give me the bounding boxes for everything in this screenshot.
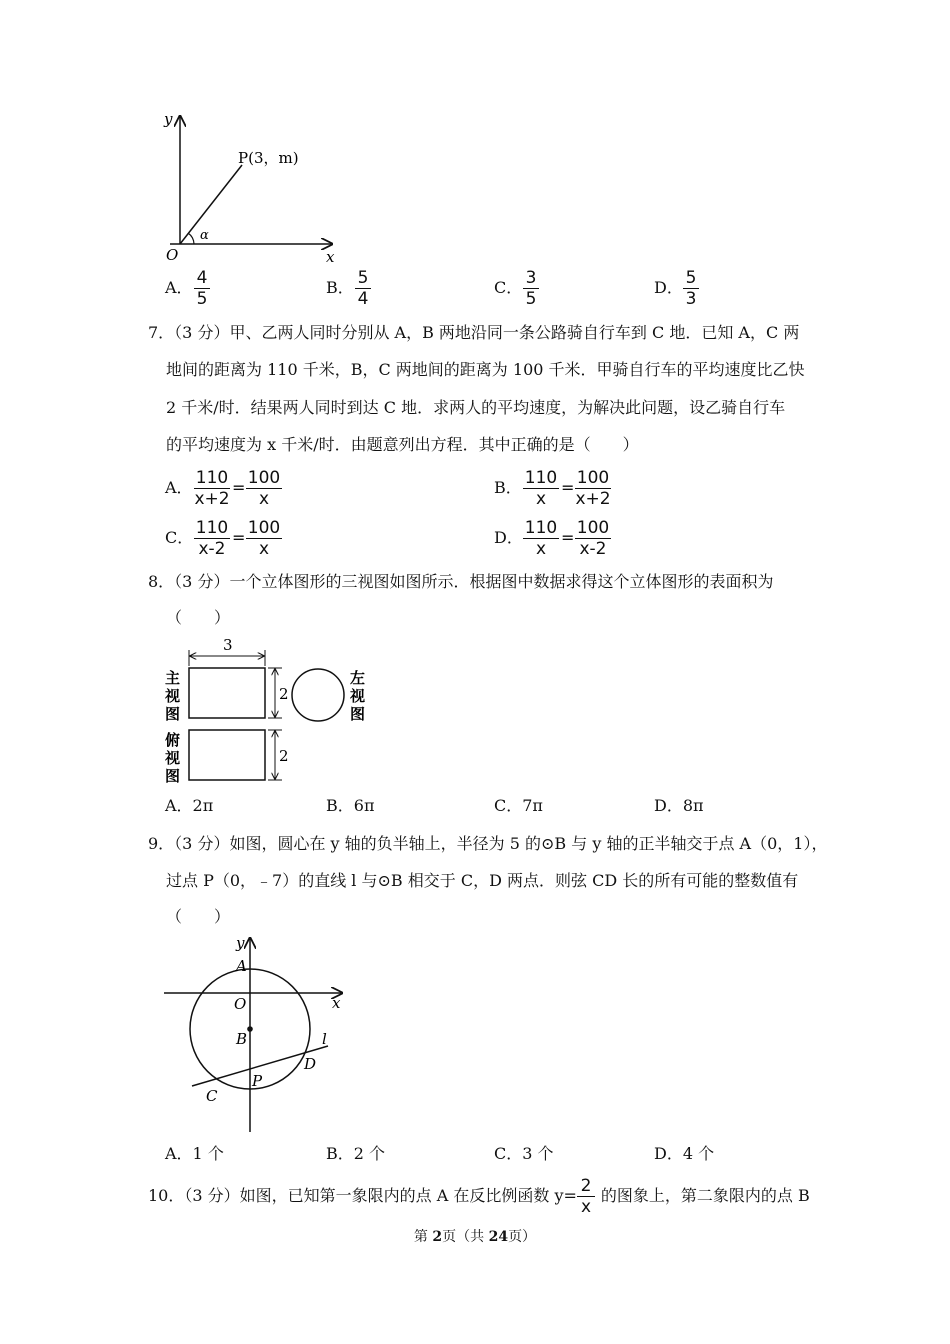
angle-arc	[188, 233, 194, 244]
q7-option-a-right-fraction	[245, 468, 283, 509]
q7-option-c-right-fraction	[245, 518, 283, 559]
numerator: 100	[247, 518, 281, 538]
q6-option-d-fraction	[682, 268, 700, 309]
numerator: 100	[576, 518, 610, 538]
numerator: 2	[580, 1176, 592, 1196]
q8-option-d[interactable]: D．8π	[654, 796, 704, 815]
left-view-circle	[292, 669, 344, 721]
denominator: x	[258, 539, 270, 559]
top-view-rect	[189, 730, 265, 780]
denominator: x	[535, 489, 547, 509]
height-label-1: 2	[279, 685, 289, 703]
q6-option-a[interactable]	[165, 278, 193, 298]
top-view-label-2: 视	[165, 749, 181, 767]
left-view-label-1: 左	[350, 669, 366, 687]
q7-option-a[interactable]	[165, 478, 193, 498]
point-p-label: P	[252, 1072, 263, 1090]
q9-line-1: 9．（3 分）如图，圆心在 y 轴的负半轴上，半径为 5 的⊙B 与 y 轴的正半轴交于点 A（0，1），	[148, 834, 828, 853]
x-axis-label: x	[326, 248, 335, 266]
footer-post: 页）	[508, 1229, 537, 1245]
point-d-label: D	[304, 1055, 317, 1073]
numerator: 5	[357, 268, 369, 288]
q9-circle-figure	[160, 932, 350, 1134]
q8-three-view-figure	[160, 636, 375, 786]
q6-option-a-fraction	[193, 268, 211, 309]
denominator: x	[580, 1197, 592, 1217]
q7-line-3: 2 千米/时．结果两人同时到达 C 地．求两人的平均速度，为解决此问题，设乙骑自行车	[166, 398, 786, 417]
q7-option-d-left-fraction	[522, 518, 560, 559]
q10-text-before: 10．（3 分）如图，已知第一象限内的点 A 在反比例函数 y=	[148, 1186, 577, 1205]
q6-option-c[interactable]	[494, 278, 522, 298]
denominator: 5	[196, 289, 208, 309]
option-label: B．	[494, 478, 522, 497]
denominator: x+2	[194, 489, 230, 509]
top-view-label-3: 图	[165, 767, 181, 785]
q7-option-d[interactable]	[494, 528, 523, 548]
height-label-2: 2	[279, 747, 289, 765]
q9-option-a[interactable]: A．1 个	[165, 1144, 224, 1163]
option-label: C．	[494, 278, 523, 297]
width-label: 3	[223, 636, 233, 654]
center-b-dot	[247, 1026, 253, 1032]
q9-line-3: （ ）	[166, 907, 231, 926]
q10-function-fraction	[576, 1176, 596, 1217]
option-label: A．	[165, 478, 193, 497]
ray-op	[180, 165, 242, 244]
q9-option-d[interactable]: D．4 个	[654, 1144, 715, 1163]
q7-option-b[interactable]	[494, 478, 522, 498]
q6-option-d[interactable]	[654, 278, 683, 298]
q7-line-1: 7．（3 分）甲、乙两人同时分别从 A，B 两地沿同一条公路骑自行车到 C 地．已知 A，C 两	[148, 323, 800, 342]
q8-option-c[interactable]: C．7π	[494, 796, 543, 815]
front-view-label-1: 主	[165, 669, 181, 687]
equals-sign: =	[561, 478, 575, 497]
numerator: 110	[524, 518, 558, 538]
q9-line-2: 过点 P（0，﹣7）的直线 l 与⊙B 相交于 C，D 两点．则弦 CD 长的所有可能的整数值有	[166, 871, 799, 890]
y-axis-label: y	[236, 934, 245, 952]
q6-option-b[interactable]	[326, 278, 354, 298]
q6-option-b-fraction	[354, 268, 372, 309]
numerator: 100	[576, 468, 610, 488]
option-label: B．	[326, 278, 354, 297]
q7-option-b-left-fraction	[522, 468, 560, 509]
q7-line-4: 的平均速度为 x 千米/时．由题意列出方程．其中正确的是（ ）	[166, 435, 639, 454]
front-view-label-3: 图	[165, 705, 181, 723]
point-a-label: A	[236, 957, 247, 975]
q7-option-d-right-fraction	[574, 518, 612, 559]
denominator: 5	[525, 289, 537, 309]
denominator: x	[258, 489, 270, 509]
numerator: 4	[196, 268, 208, 288]
footer-page-number: 2	[432, 1229, 443, 1245]
equals-sign: =	[232, 528, 246, 547]
q7-option-c-left-fraction	[193, 518, 231, 559]
x-axis-label: x	[332, 994, 341, 1012]
option-label: D．	[494, 528, 523, 547]
q8-line-1: 8．（3 分）一个立体图形的三视图如图所示．根据图中数据求得这个立体图形的表面积为	[148, 572, 774, 591]
q7-option-a-left-fraction	[193, 468, 231, 509]
alpha-label: α	[200, 228, 209, 243]
denominator: 3	[685, 289, 697, 309]
q10-text-after: 的图象上，第二象限内的点 B	[600, 1186, 810, 1205]
top-view-label-1: 俯	[165, 731, 181, 749]
numerator: 110	[524, 468, 558, 488]
equals-sign: =	[232, 478, 246, 497]
origin-label: O	[166, 246, 179, 264]
y-axis-label: y	[164, 110, 173, 128]
center-b-label: B	[236, 1030, 248, 1048]
q8-option-a[interactable]: A．2π	[165, 796, 214, 815]
footer-mid: 页（共	[442, 1229, 489, 1245]
denominator: 4	[357, 289, 369, 309]
q9-option-c[interactable]: C．3 个	[494, 1144, 554, 1163]
point-c-label: C	[206, 1087, 218, 1105]
point-p-label: P(3，m)	[238, 149, 299, 167]
front-view-label-2: 视	[165, 687, 181, 705]
q6-angle-figure	[160, 108, 350, 266]
line-l-label: l	[322, 1030, 327, 1048]
option-label: C．	[165, 528, 194, 547]
left-view-label-2: 视	[350, 687, 366, 705]
q8-option-b[interactable]: B．6π	[326, 796, 375, 815]
q6-option-c-fraction	[522, 268, 540, 309]
footer-total-pages: 24	[488, 1229, 509, 1245]
origin-label: O	[234, 995, 247, 1013]
numerator: 3	[525, 268, 537, 288]
footer-pre: 第	[413, 1229, 433, 1245]
numerator: 100	[247, 468, 281, 488]
numerator: 110	[195, 468, 229, 488]
page-footer	[0, 1228, 950, 1246]
q8-line-2: （ ）	[166, 608, 231, 627]
equals-sign: =	[561, 528, 575, 547]
denominator: x+2	[575, 489, 611, 509]
denominator: x	[535, 539, 547, 559]
q9-option-b[interactable]: B．2 个	[326, 1144, 386, 1163]
option-label: D．	[654, 278, 683, 297]
option-label: A．	[165, 278, 193, 297]
left-view-label-3: 图	[350, 705, 366, 723]
front-view-rect	[189, 668, 265, 718]
q7-option-b-right-fraction	[574, 468, 612, 509]
denominator: x-2	[579, 539, 607, 559]
denominator: x-2	[198, 539, 226, 559]
q10-line-1	[148, 1186, 810, 1206]
q7-option-c[interactable]	[165, 528, 193, 548]
numerator: 5	[685, 268, 697, 288]
numerator: 110	[195, 518, 229, 538]
q7-line-2: 地间的距离为 110 千米，B，C 两地间的距离为 100 千米．甲骑自行车的平均速度比乙快	[166, 360, 805, 379]
